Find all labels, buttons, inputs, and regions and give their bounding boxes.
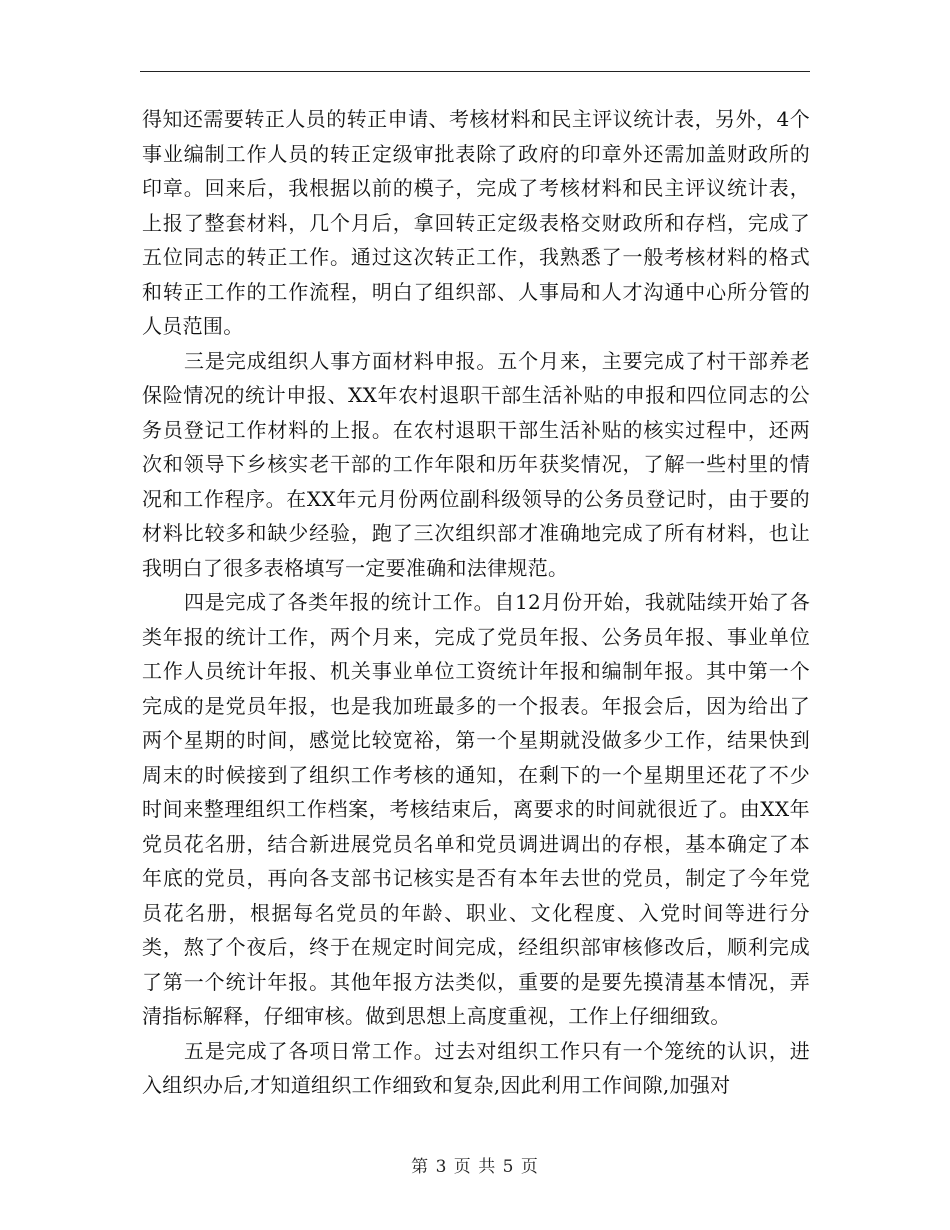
body-text (142, 102, 810, 1103)
paragraph-item-three: 三是完成组织人事方面材料申报。五个月来，主要完成了村干部养老保险情况的统计申报、XX年农村退职干部生活补贴的申报和四位同志的公务员登记工作材料的上报。在农村退职干部生活补贴的核实过程中，还两次和领导下乡核实老干部的工作年限和历年获奖情况，了解一些村里的情况和工作程序。在XX年元月份两位副科级领导的公务员登记时，由于要的材料比较多和缺少经验，跑了三次组织部才准确地完成了所有材料，也让我明白了很多表格填写一定要准确和法律规范。 (142, 348, 810, 580)
paragraph-item-four: 四是完成了各类年报的统计工作。自12月份开始，我就陆续开始了各类年报的统计工作，两个月来，完成了党员年报、公务员年报、事业单位工作人员统计年报、机关事业单位工资统计年报和编制年报。其中第一个完成的是党员年报，也是我加班最多的一个报表。年报会后，因为给出了两个星期的时间，感觉比较宽裕，第一个星期就没做多少工作，结果快到周末的时候接到了组织工作考核的通知，在剩下的一个星期里还花了不少时间来整理组织工作档案，考核结束后，离要求的时间就很近了。由XX年党员花名册，结合新进展党员名单和党员调进调出的存根，基本确定了本年底的党员，再向各支部书记核实是否有本年去世的党员，制定了今年党员花名册，根据每名党员的年龄、职业、文化程度、入党时间等进行分类，熬了个夜后，终于在规定时间完成，经组织部审核修改后，顺利完成了第一个统计年报。其他年报方法类似，重要的是要先摸清基本情况，弄清指标解释，仔细审核。做到思想上高度重视，工作上仔细细致。 (142, 590, 810, 1028)
page-footer: 第 3 页 共 5 页 (411, 1157, 539, 1177)
header-rule (140, 71, 810, 72)
paragraph-item-five: 五是完成了各项日常工作。过去对组织工作只有一个笼统的认识，进入组织办后,才知道组织工作细致和复杂,因此利用工作间隙,加强对 (142, 1038, 810, 1097)
paragraph-continuation: 得知还需要转正人员的转正申请、考核材料和民主评议统计表，另外，4个事业编制工作人员的转正定级审批表除了政府的印章外还需加盖财政所的印章。回来后，我根据以前的模子，完成了考核材料和民主评议统计表，上报了整套材料，几个月后，拿回转正定级表格交财政所和存档，完成了五位同志的转正工作。通过这次转正工作，我熟悉了一般考核材料的格式和转正工作的工作流程，明白了组织部、人事局和人才沟通中心所分管的人员范围。 (142, 107, 810, 338)
